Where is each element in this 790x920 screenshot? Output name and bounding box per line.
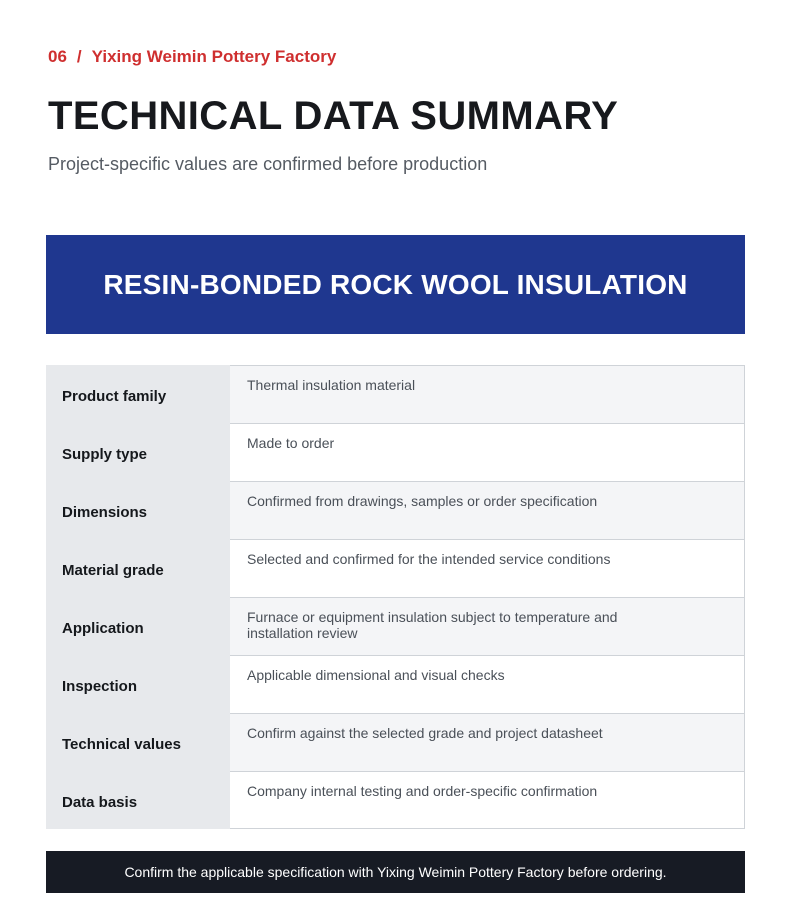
row-label: Material grade — [46, 539, 230, 597]
row-label: Technical values — [46, 713, 230, 771]
footer-notice — [46, 851, 745, 893]
spec-table — [46, 365, 745, 829]
row-value: Made to order — [230, 423, 745, 481]
table-row — [46, 655, 745, 713]
row-value: Applicable dimensional and visual checks — [230, 655, 745, 713]
row-label: Data basis — [46, 771, 230, 829]
row-value: Selected and confirmed for the intended service conditions — [230, 539, 745, 597]
row-value: Confirm against the selected grade and project datasheet — [230, 713, 745, 771]
page-subtitle: Project-specific values are confirmed before production — [48, 154, 488, 174]
table-row — [46, 365, 745, 423]
breadcrumb-separator: / — [76, 47, 82, 66]
table-row — [46, 713, 745, 771]
row-value: Confirmed from drawings, samples or order specification — [230, 481, 745, 539]
table-row — [46, 771, 745, 829]
row-value: Company internal testing and order-specific confirmation — [230, 771, 745, 829]
table-row — [46, 539, 745, 597]
row-value: Furnace or equipment insulation subject to temperature and installation review — [230, 597, 745, 655]
table-row — [46, 597, 745, 655]
section-number: 06 — [48, 47, 67, 66]
row-value: Thermal insulation material — [230, 365, 745, 423]
product-name: RESIN-BONDED ROCK WOOL INSULATION — [103, 268, 688, 300]
breadcrumb — [48, 47, 336, 67]
row-label: Supply type — [46, 423, 230, 481]
page-title: TECHNICAL DATA SUMMARY — [48, 94, 619, 138]
row-label: Product family — [46, 365, 230, 423]
row-label: Inspection — [46, 655, 230, 713]
company-name: Yixing Weimin Pottery Factory — [91, 47, 337, 66]
table-row — [46, 481, 745, 539]
row-label: Dimensions — [46, 481, 230, 539]
product-banner — [46, 235, 745, 334]
table-row — [46, 423, 745, 481]
row-label: Application — [46, 597, 230, 655]
footer-note: Confirm the applicable specification with Yixing Weimin Pottery Factory before ordering. — [124, 864, 667, 880]
